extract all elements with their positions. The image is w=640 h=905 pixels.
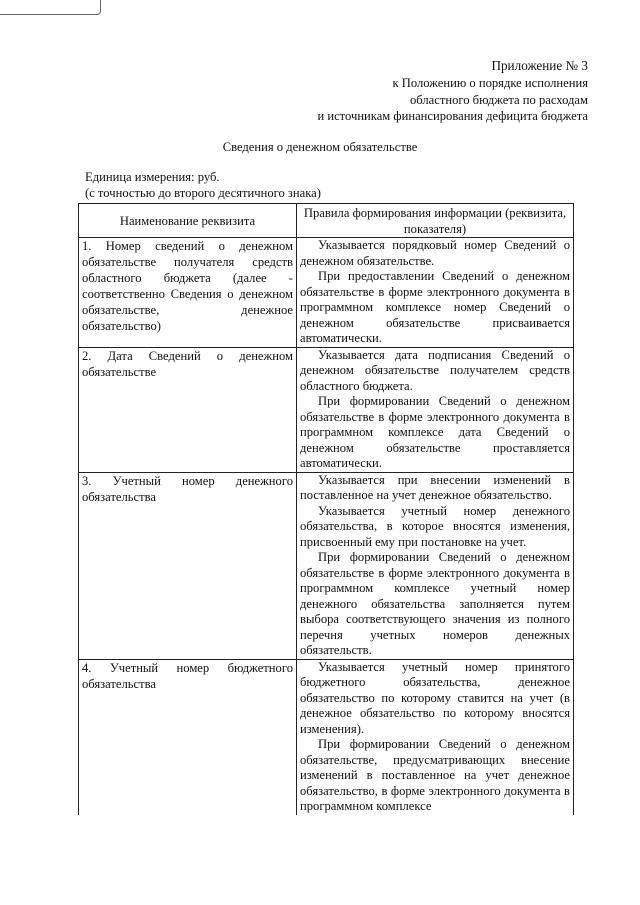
rule-paragraph: Указывается порядковый номер Сведений о денежном обязательстве. [300, 238, 570, 268]
units-block [85, 170, 321, 201]
scan-corner-mark [0, 0, 101, 15]
document-title: Сведения о денежном обязательстве [222, 140, 418, 154]
appendix-line: областного бюджета по расходам [409, 92, 588, 107]
requisite-rules [297, 659, 574, 815]
table-row [79, 659, 574, 815]
rule-paragraph: При предоставлении Сведений о денежном обязательстве в форме электронного документа в программном комплексе номер Сведений о денежном обязательстве присваивается автоматически. [300, 269, 570, 345]
appendix-number: Приложение № 3 [491, 58, 588, 73]
requisite-rules [297, 238, 574, 348]
rule-paragraph: При формировании Сведений о денежном обязательстве, предусматривающих внесение изменений в поставленное на учет денежное обязательство, в форме электронного документа в программном комплексе [300, 737, 570, 813]
column-header-rules: Правила формирования информации (реквизита, показателя) [297, 204, 574, 238]
appendix-header [258, 58, 588, 125]
column-header-name: Наименование реквизита [79, 204, 297, 238]
table-row [79, 347, 574, 472]
rule-paragraph: Указывается учетный номер денежного обязательства, в которое вносятся изменения, присвоенный ему при постановке на учет. [300, 503, 570, 549]
rule-paragraph: Указывается при внесении изменений в поставленное на учет денежное обязательство. [300, 472, 570, 502]
rule-paragraph: При формировании Сведений о денежном обязательстве в форме электронного документа в программном комплексе дата Сведений о денежном обязательстве проставляется автоматически. [300, 394, 570, 470]
requisite-name: 1. Номер сведений о денежном обязательстве получателя средств областного бюджета (далее - соответственно Сведения о денежном обязательстве, денежное обязательство) [79, 238, 297, 348]
table-row [79, 472, 574, 659]
appendix-line: к Положению о порядке исполнения [392, 75, 588, 90]
appendix-line: и источникам финансирования дефицита бюджета [317, 109, 588, 124]
requisite-name: 3. Учетный номер денежного обязательства [79, 472, 297, 659]
requisite-rules [297, 347, 574, 472]
requisite-name: 2. Дата Сведений о денежном обязательстве [79, 347, 297, 472]
rule-paragraph: При формировании Сведений о денежном обязательстве в форме электронного документа в программном комплексе учетный номер денежного обязательства заполняется путем выбора соответствующего значения из полного перечня учетных номеров денежных обязательств. [300, 550, 570, 657]
table-header-row [79, 204, 574, 238]
rule-paragraph: Указывается учетный номер принятого бюджетного обязательства, денежное обязательство по которому ставится на учет (в денежное обязательство по которому вносятся изменения). [300, 659, 570, 736]
requisite-rules [297, 472, 574, 659]
requisite-name: 4. Учетный номер бюджетного обязательства [79, 659, 297, 815]
rule-paragraph: Указывается дата подписания Сведений о денежном обязательстве получателем средств областного бюджета. [300, 347, 570, 393]
table-row [79, 238, 574, 348]
requisites-table [78, 203, 574, 815]
precision-note: (с точностью до второго десятичного знака) [85, 185, 321, 200]
unit-of-measure: Единица измерения: руб. [85, 170, 220, 184]
